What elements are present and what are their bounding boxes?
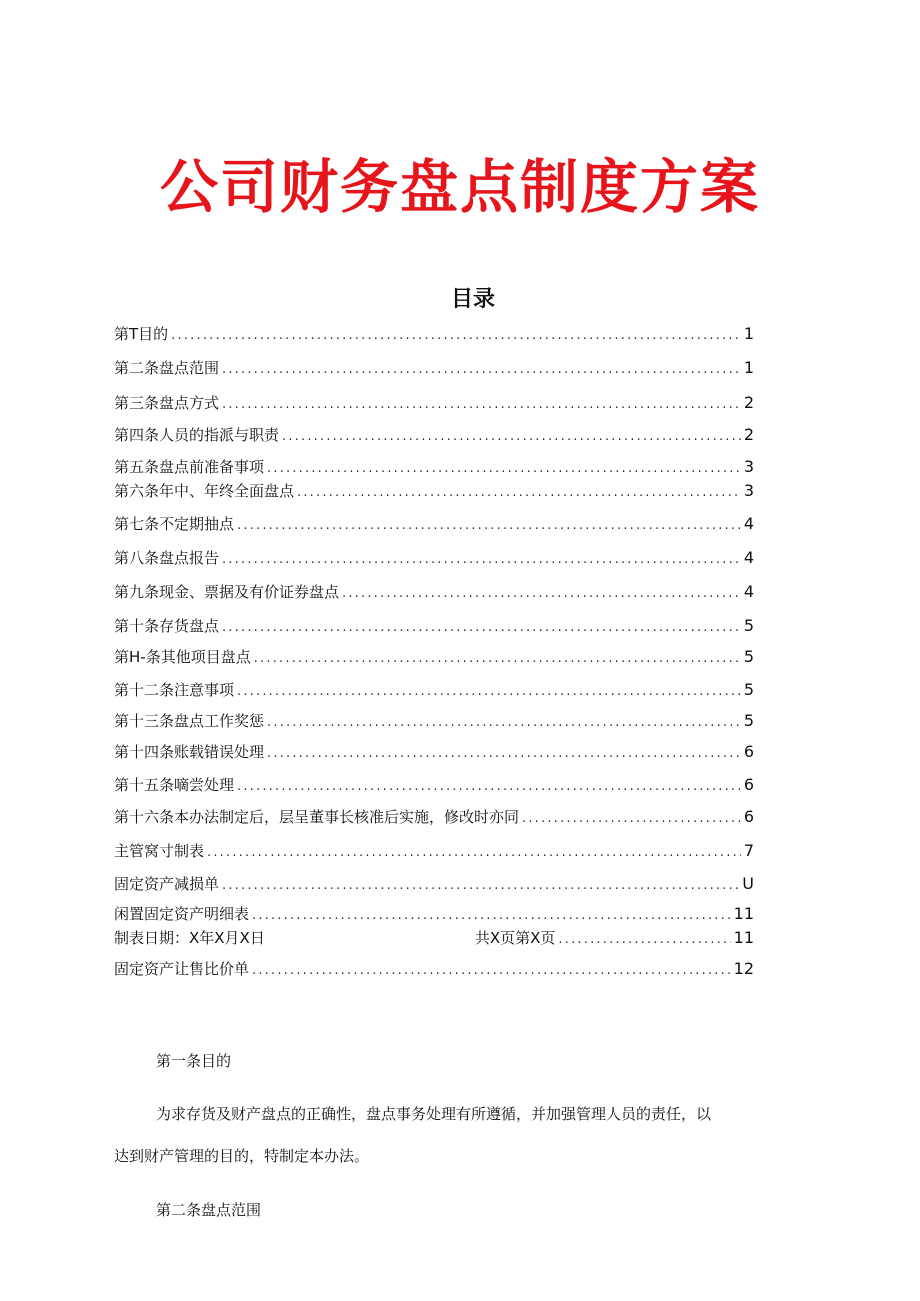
toc-leader — [342, 586, 741, 602]
toc-entry-label: 第十六条本办法制定后，层呈董事长核准后实施，修改时亦同 — [114, 808, 520, 826]
toc-entry[interactable] — [114, 742, 754, 762]
toc-entry-label: 第四条人员的指派与职责 — [114, 426, 280, 444]
toc-leader — [282, 429, 741, 445]
toc-entry-page: 11 — [733, 928, 754, 947]
toc-entry[interactable] — [114, 616, 754, 636]
toc-entry-label: 第十条存货盘点 — [114, 617, 220, 635]
toc-entry-label: 固定资产减损单 — [114, 875, 220, 893]
toc-entry-label: 第八条盘点报告 — [114, 549, 220, 567]
toc-entry[interactable] — [114, 711, 754, 731]
toc-leader — [222, 620, 741, 636]
document-title: 公司财务盘点制度方案 — [159, 153, 760, 221]
toc-entry[interactable] — [114, 647, 754, 667]
toc-entry-label: 第二条盘点范围 — [114, 359, 220, 377]
toc-entry-label: 第三条盘点方式 — [114, 394, 220, 412]
toc-leader — [297, 485, 741, 501]
toc-leader — [222, 362, 741, 378]
toc-entry-page: 1 — [743, 358, 754, 377]
toc-entry-page: 12 — [733, 959, 754, 978]
toc-entry-label: 第十二条注意事项 — [114, 681, 235, 699]
toc-leader — [237, 518, 741, 534]
toc-entry[interactable] — [114, 928, 754, 948]
toc-entry-label: 闲置固定资产明细表 — [114, 905, 250, 923]
toc-entry-label: 第九条现金、票据及有价证券盘点 — [114, 583, 340, 601]
toc-entry[interactable] — [114, 904, 754, 924]
toc-leader — [252, 963, 731, 979]
toc-entry[interactable] — [114, 393, 754, 413]
toc-entry-page: 1 — [743, 324, 754, 343]
toc-entry-label: 固定资产让售比价单 — [114, 960, 250, 978]
toc-heading: 目录 — [450, 287, 495, 312]
toc-entry-label: 第五条盘点前准备事项 — [114, 458, 265, 476]
toc-leader — [171, 328, 741, 344]
toc-entry-page: 7 — [743, 841, 754, 860]
toc-entry[interactable] — [114, 841, 754, 861]
toc-entry-page: 6 — [743, 807, 754, 826]
paragraph-line: 为求存货及财产盘点的正确性，盘点事务处理有所遵循，并加强管理人员的责任，以 — [156, 1105, 712, 1123]
toc-leader — [558, 932, 730, 948]
toc-entry-label: 第十三条盘点工作奖惩 — [114, 712, 265, 730]
toc-leader — [237, 779, 741, 795]
toc-leader — [207, 845, 741, 861]
toc-leader — [267, 715, 741, 731]
toc-entry-page: 5 — [743, 680, 754, 699]
toc-leader — [267, 461, 741, 477]
paragraph-line: 达到财产管理的目的，特制定本办法。 — [114, 1147, 370, 1165]
toc-entry[interactable] — [114, 514, 754, 534]
toc-entry-label: 第十五条嘀尝处理 — [114, 776, 235, 794]
toc-leader — [522, 811, 741, 827]
toc-leader — [222, 552, 741, 568]
section-heading: 第二条盘点范围 — [156, 1201, 262, 1219]
toc-entry-label: 制表日期：X年X月X日 — [114, 929, 265, 947]
toc-entry[interactable] — [114, 959, 754, 979]
toc-entry-label: 第H-条其他项目盘点 — [114, 648, 251, 666]
toc-entry-page: 5 — [743, 647, 754, 666]
toc-entry[interactable] — [114, 582, 754, 602]
section-heading: 第一条目的 — [156, 1052, 232, 1070]
toc-entry-page: 3 — [743, 457, 754, 476]
toc-entry[interactable] — [114, 874, 754, 894]
toc-entry-label: 第T目的 — [114, 325, 169, 343]
toc-entry[interactable] — [114, 324, 754, 344]
toc-entry-label-secondary: 共X页第X页 — [474, 929, 556, 947]
toc-entry-label: 第七条不定期抽点 — [114, 515, 235, 533]
toc-leader — [237, 684, 741, 700]
toc-entry-page: 2 — [743, 425, 754, 444]
toc-leader — [222, 397, 741, 413]
toc-entry[interactable] — [114, 457, 754, 477]
toc-entry-page: 5 — [743, 616, 754, 635]
toc-entry[interactable] — [114, 548, 754, 568]
toc-entry-label: 第十四条账载错误处理 — [114, 743, 265, 761]
toc-leader — [222, 878, 739, 894]
toc-entry[interactable] — [114, 425, 754, 445]
toc-entry[interactable] — [114, 775, 754, 795]
toc-entry-page: 6 — [743, 775, 754, 794]
toc-entry-label: 主管窝寸制表 — [114, 842, 205, 860]
toc-entry[interactable] — [114, 807, 754, 827]
toc-entry-page: 2 — [743, 393, 754, 412]
toc-entry[interactable] — [114, 481, 754, 501]
toc-entry-page: 4 — [743, 548, 754, 567]
toc-leader — [254, 651, 741, 667]
toc-entry-page: 11 — [733, 904, 754, 923]
toc-entry-page: 4 — [743, 514, 754, 533]
toc-entry-page: 6 — [743, 742, 754, 761]
toc-entry-page: 3 — [743, 481, 754, 500]
toc-entry-label: 第六条年中、年终全面盘点 — [114, 482, 295, 500]
toc-entry[interactable] — [114, 680, 754, 700]
toc-leader — [267, 746, 741, 762]
toc-entry-page: 5 — [743, 711, 754, 730]
toc-leader — [252, 908, 731, 924]
toc-entry[interactable] — [114, 358, 754, 378]
toc-entry-page: U — [742, 874, 754, 893]
toc-entry-page: 4 — [743, 582, 754, 601]
